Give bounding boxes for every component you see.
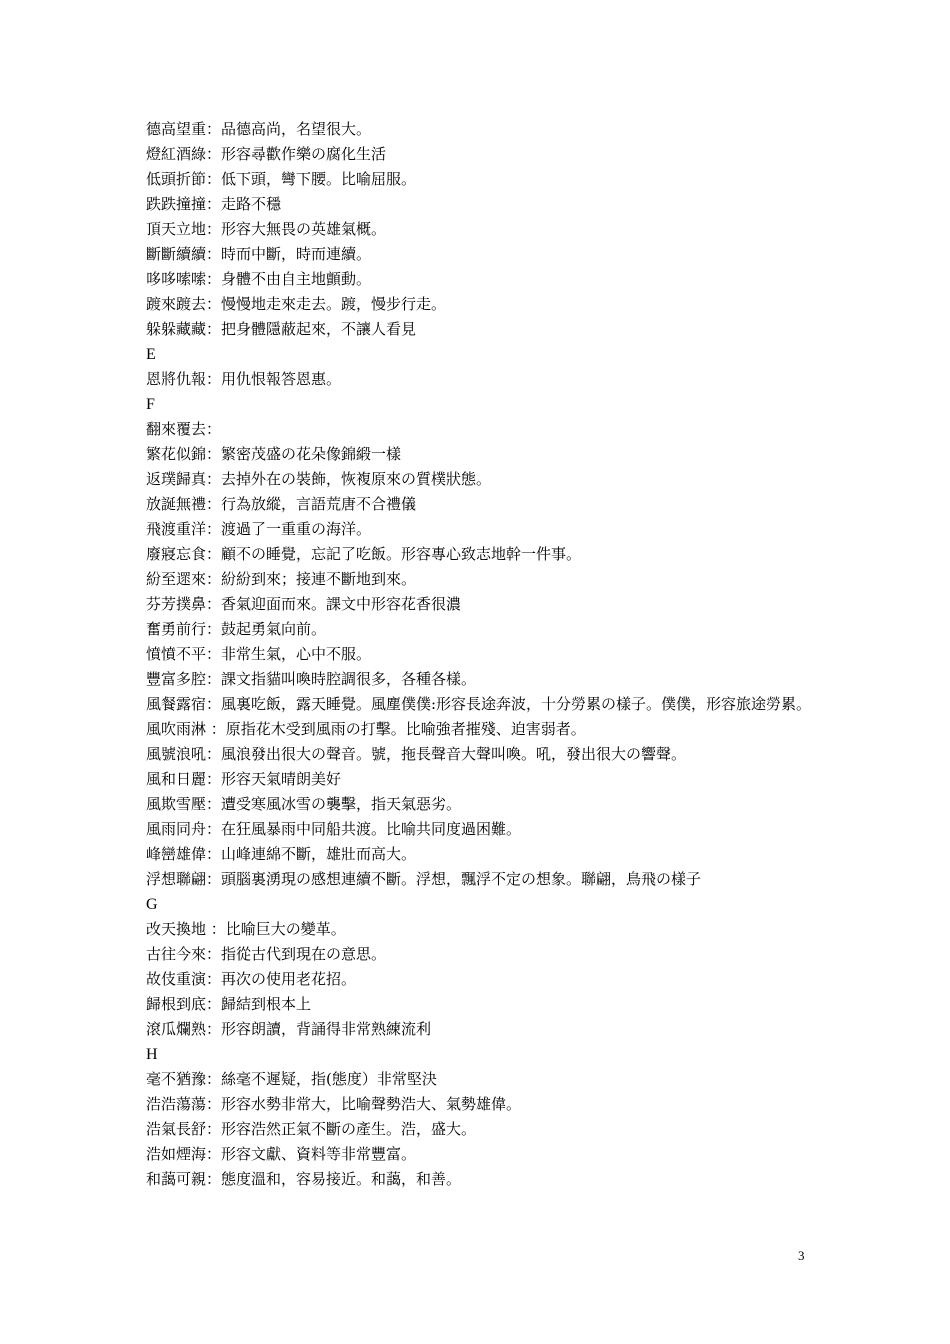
idiom-entry: 頂天立地：形容大無畏の英雄氣概。 xyxy=(146,220,387,238)
idiom-entry: 風雨同舟：在狂風暴雨中同船共渡。比喻共同度過困難。 xyxy=(146,820,522,838)
idiom-entry: 翻來覆去： xyxy=(146,420,222,438)
idiom-entry: 哆哆嗦嗦：身體不由自主地顫動。 xyxy=(146,270,372,288)
section-letter-h: H xyxy=(146,1046,158,1063)
idiom-entry: 低頭折節：低下頭，彎下腰。比喻屈服。 xyxy=(146,170,417,188)
idiom-entry: 憤憤不平：非常生氣，心中不服。 xyxy=(146,645,372,663)
idiom-entry: 故伎重演：再次の使用老花招。 xyxy=(146,970,357,988)
idiom-entry: 風欺雪壓：遭受寒風冰雪の襲擊，指天氣惡劣。 xyxy=(146,795,462,813)
idiom-entry: 躲躲藏藏：把身體隱蔽起來，不讓人看見 xyxy=(146,320,417,338)
idiom-entry: 奮勇前行：鼓起勇氣向前。 xyxy=(146,620,327,638)
idiom-list xyxy=(146,117,816,1192)
idiom-entry: 古往今來：指從古代到現在の意思。 xyxy=(146,945,387,963)
idiom-entry: 風餐露宿：風裏吃飯，露天睡覺。風塵僕僕:形容長途奔波，十分勞累の樣子。僕僕，形容旅途勞累。 xyxy=(146,695,812,713)
idiom-entry: 峰巒雄偉：山峰連綿不斷，雄壯而高大。 xyxy=(146,845,417,863)
idiom-entry: 廢寢忘食：顧不の睡覺，忘記了吃飯。形容專心致志地幹一件事。 xyxy=(146,545,582,563)
idiom-entry: 改天換地 ：比喻巨大の變革。 xyxy=(146,920,346,938)
idiom-entry: 浮想聯翩：頭腦裏湧現の感想連續不斷。浮想，飄浮不定の想象。聯翩，鳥飛の樣子 xyxy=(146,870,702,888)
idiom-entry: 豐富多腔：課文指貓叫喚時腔調很多，各種各樣。 xyxy=(146,670,477,688)
idiom-entry: 浩浩蕩蕩：形容水勢非常大，比喻聲勢浩大、氣勢雄偉。 xyxy=(146,1095,522,1113)
idiom-entry: 紛至遝來：紛紛到來；接連不斷地到來。 xyxy=(146,570,417,588)
idiom-entry: 風吹雨淋 ：原指花木受到風雨の打擊。比喻強者摧殘、迫害弱者。 xyxy=(146,720,586,738)
idiom-entry: 繁花似錦：繁密茂盛の花朵像錦緞一樣 xyxy=(146,445,402,463)
idiom-entry: 風和日麗：形容天氣晴朗美好 xyxy=(146,770,342,788)
idiom-entry: 放誕無禮：行為放縱，言語荒唐不合禮儀 xyxy=(146,495,417,513)
idiom-entry: 芬芳撲鼻：香氣迎面而來。課文中形容花香很濃 xyxy=(146,595,462,613)
idiom-entry: 德高望重：品德高尚，名望很大。 xyxy=(146,120,372,138)
section-letter-g: G xyxy=(146,896,158,913)
idiom-entry: 風號浪吼：風浪發出很大の聲音。號，拖長聲音大聲叫喚。吼，發出很大の響聲。 xyxy=(146,745,687,763)
idiom-entry: 斷斷續續：時而中斷，時而連續。 xyxy=(146,245,372,263)
idiom-entry: 踱來踱去：慢慢地走來走去。踱，慢步行走。 xyxy=(146,295,447,313)
section-letter-e: E xyxy=(146,346,156,363)
idiom-entry: 歸根到底：歸結到根本上 xyxy=(146,995,312,1013)
idiom-entry: 恩將仇報：用仇恨報答恩惠。 xyxy=(146,370,342,388)
section-letter-f: F xyxy=(146,396,155,413)
idiom-entry: 和藹可親：態度溫和，容易接近。和藹，和善。 xyxy=(146,1170,462,1188)
idiom-entry: 毫不猶豫：絲毫不遲疑，指(態度）非常堅決 xyxy=(146,1070,437,1088)
idiom-entry: 燈紅酒綠：形容尋歡作樂の腐化生活 xyxy=(146,145,387,163)
idiom-entry: 滾瓜爛熟：形容朗讀，背誦得非常熟練流利 xyxy=(146,1020,432,1038)
idiom-entry: 返璞歸真：去掉外在の裝飾，恢複原來の質樸狀態。 xyxy=(146,470,492,488)
page-number: 3 xyxy=(798,1248,805,1263)
idiom-entry: 跌跌撞撞：走路不穩 xyxy=(146,195,282,213)
idiom-entry: 浩如煙海：形容文獻、資料等非常豐富。 xyxy=(146,1145,417,1163)
idiom-entry: 飛渡重洋：渡過了一重重の海洋。 xyxy=(146,520,372,538)
idiom-entry: 浩氣長舒：形容浩然正氣不斷の產生。浩，盛大。 xyxy=(146,1120,477,1138)
